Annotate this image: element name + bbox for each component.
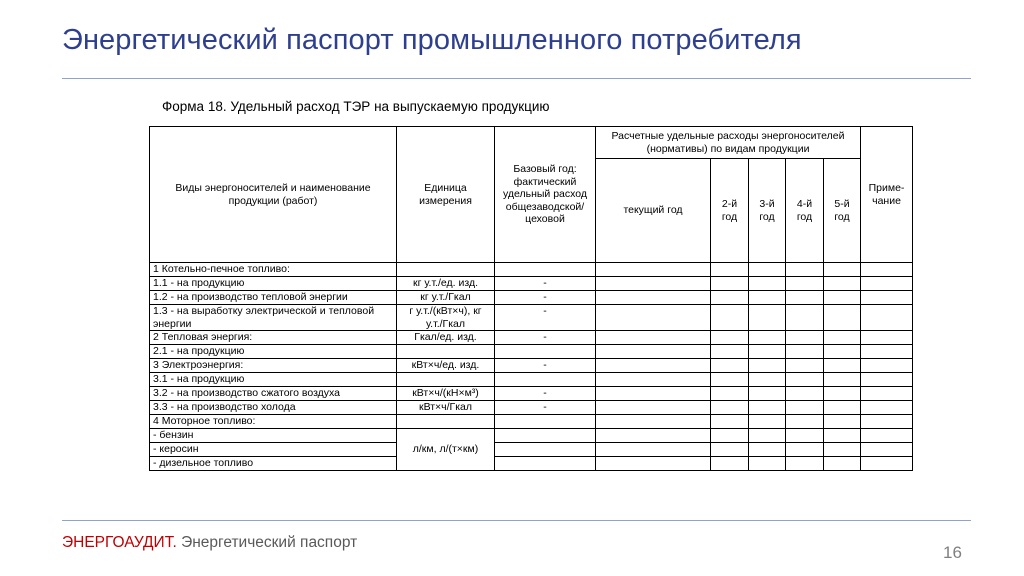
slide-title: Энергетический паспорт промышленного потребителя xyxy=(62,24,802,56)
row-norm-cell xyxy=(596,429,711,443)
row-norm-cell xyxy=(596,415,711,429)
row-unit-cell: кВт×ч/Гкал xyxy=(397,401,495,415)
header-base-year: Базовый год: фактический удельный расход общезаводской/ цеховой xyxy=(495,127,596,263)
row-norm-cell xyxy=(596,387,711,401)
motor-fuel-unit-cell: л/км, л/(т×км) xyxy=(397,429,495,471)
row-norm-cell xyxy=(824,331,861,345)
row-name-cell: 1.3 - на выработку электрической и тепловой энергии xyxy=(150,305,397,331)
footer-caption: Энергетический паспорт xyxy=(181,534,358,551)
row-norm-cell xyxy=(711,291,749,305)
row-name-cell: 2.1 - на продукцию xyxy=(150,345,397,359)
row-note-cell xyxy=(861,305,913,331)
header-kinds: Виды энергоносителей и наименование продукции (работ) xyxy=(150,127,397,263)
row-norm-cell xyxy=(824,277,861,291)
row-norm-cell xyxy=(711,305,749,331)
row-norm-cell xyxy=(786,305,824,331)
row-name-cell: 1.1 - на продукцию xyxy=(150,277,397,291)
row-base-year-cell: - xyxy=(495,305,596,331)
row-base-year-cell xyxy=(495,415,596,429)
row-base-year-cell: - xyxy=(495,401,596,415)
row-base-year-cell: - xyxy=(495,331,596,345)
row-norm-cell xyxy=(711,429,749,443)
row-norm-cell xyxy=(749,387,786,401)
header-year-2: 2-й год xyxy=(711,159,749,263)
row-norm-cell xyxy=(786,415,824,429)
row-norm-cell xyxy=(711,443,749,457)
row-norm-cell xyxy=(749,429,786,443)
table-row xyxy=(150,277,913,291)
row-norm-cell xyxy=(786,291,824,305)
page-number: 16 xyxy=(943,543,962,562)
row-norm-cell xyxy=(824,345,861,359)
row-unit-cell: кВт×ч/(кН×м³) xyxy=(397,387,495,401)
row-base-year-cell: - xyxy=(495,277,596,291)
table-row xyxy=(150,457,913,471)
row-norm-cell xyxy=(824,415,861,429)
row-name-cell: - бензин xyxy=(150,429,397,443)
row-norm-cell xyxy=(711,277,749,291)
row-norm-cell xyxy=(711,263,749,277)
row-norm-cell xyxy=(749,373,786,387)
row-norm-cell xyxy=(786,443,824,457)
row-name-cell: - дизельное топливо xyxy=(150,457,397,471)
table-row xyxy=(150,359,913,373)
row-base-year-cell: - xyxy=(495,359,596,373)
footer-divider xyxy=(62,520,971,521)
header-calc-group: Расчетные удельные расходы энергоносителей (нормативы) по видам продукции xyxy=(596,127,861,159)
table-row xyxy=(150,415,913,429)
row-norm-cell xyxy=(711,401,749,415)
row-norm-cell xyxy=(824,401,861,415)
row-unit-cell: кг у.т./ед. изд. xyxy=(397,277,495,291)
row-note-cell xyxy=(861,415,913,429)
row-base-year-cell xyxy=(495,345,596,359)
table-row xyxy=(150,331,913,345)
header-unit: Единица измерения xyxy=(397,127,495,263)
row-norm-cell xyxy=(596,291,711,305)
row-norm-cell xyxy=(786,373,824,387)
row-base-year-cell xyxy=(495,263,596,277)
row-norm-cell xyxy=(749,263,786,277)
row-norm-cell xyxy=(749,305,786,331)
row-norm-cell xyxy=(786,263,824,277)
row-base-year-cell: - xyxy=(495,387,596,401)
row-name-cell: 3.2 - на производство сжатого воздуха xyxy=(150,387,397,401)
row-name-cell: 3 Электроэнергия: xyxy=(150,359,397,373)
row-norm-cell xyxy=(786,331,824,345)
row-norm-cell xyxy=(824,443,861,457)
row-norm-cell xyxy=(786,387,824,401)
row-name-cell: 4 Моторное топливо: xyxy=(150,415,397,429)
row-note-cell xyxy=(861,331,913,345)
row-norm-cell xyxy=(786,359,824,373)
row-unit-cell xyxy=(397,263,495,277)
row-note-cell xyxy=(861,429,913,443)
row-norm-cell xyxy=(596,305,711,331)
row-unit-cell: г у.т./(кВт×ч), кг у.т./Гкал xyxy=(397,305,495,331)
row-norm-cell xyxy=(711,359,749,373)
header-year-3: 3-й год xyxy=(749,159,786,263)
row-norm-cell xyxy=(749,415,786,429)
row-norm-cell xyxy=(749,291,786,305)
row-base-year-cell xyxy=(495,429,596,443)
row-norm-cell xyxy=(749,457,786,471)
row-norm-cell xyxy=(749,401,786,415)
footer-brand: ЭНЕРГОАУДИТ. xyxy=(62,534,177,551)
header-year-4: 4-й год xyxy=(786,159,824,263)
row-name-cell: 1.2 - на производство тепловой энергии xyxy=(150,291,397,305)
row-name-cell: 3.3 - на производство холода xyxy=(150,401,397,415)
row-name-cell: 1 Котельно-печное топливо: xyxy=(150,263,397,277)
row-note-cell xyxy=(861,373,913,387)
header-current-year: текущий год xyxy=(596,159,711,263)
row-norm-cell xyxy=(711,415,749,429)
table-row xyxy=(150,387,913,401)
row-base-year-cell xyxy=(495,373,596,387)
table-row xyxy=(150,345,913,359)
table-row xyxy=(150,305,913,331)
row-note-cell xyxy=(861,359,913,373)
row-note-cell xyxy=(861,401,913,415)
row-name-cell: 2 Тепловая энергия: xyxy=(150,331,397,345)
table-row xyxy=(150,401,913,415)
row-norm-cell xyxy=(786,401,824,415)
table-row xyxy=(150,263,913,277)
energy-consumption-table xyxy=(149,126,913,471)
row-norm-cell xyxy=(596,277,711,291)
row-norm-cell xyxy=(786,429,824,443)
row-norm-cell xyxy=(711,345,749,359)
row-norm-cell xyxy=(596,345,711,359)
table-row xyxy=(150,443,913,457)
row-norm-cell xyxy=(824,457,861,471)
row-note-cell xyxy=(861,387,913,401)
row-note-cell xyxy=(861,457,913,471)
row-unit-cell: Гкал/ед. изд. xyxy=(397,331,495,345)
table-row xyxy=(150,429,913,443)
row-base-year-cell xyxy=(495,443,596,457)
row-norm-cell xyxy=(596,359,711,373)
row-unit-cell xyxy=(397,345,495,359)
row-norm-cell xyxy=(824,291,861,305)
row-norm-cell xyxy=(824,373,861,387)
row-norm-cell xyxy=(596,263,711,277)
row-norm-cell xyxy=(711,387,749,401)
row-norm-cell xyxy=(786,345,824,359)
footer xyxy=(62,534,357,552)
title-divider xyxy=(62,78,971,79)
row-norm-cell xyxy=(749,345,786,359)
row-note-cell xyxy=(861,277,913,291)
row-norm-cell xyxy=(824,387,861,401)
row-norm-cell xyxy=(786,457,824,471)
row-norm-cell xyxy=(596,373,711,387)
row-note-cell xyxy=(861,345,913,359)
row-norm-cell xyxy=(596,457,711,471)
row-norm-cell xyxy=(824,359,861,373)
row-unit-cell: кВт×ч/ед. изд. xyxy=(397,359,495,373)
table-row xyxy=(150,291,913,305)
row-norm-cell xyxy=(596,443,711,457)
row-norm-cell xyxy=(786,277,824,291)
header-note: Приме-чание xyxy=(861,127,913,263)
row-norm-cell xyxy=(711,373,749,387)
form-caption: Форма 18. Удельный расход ТЭР на выпускаемую продукцию xyxy=(162,99,550,114)
row-note-cell xyxy=(861,443,913,457)
row-norm-cell xyxy=(596,331,711,345)
row-norm-cell xyxy=(711,331,749,345)
row-name-cell: - керосин xyxy=(150,443,397,457)
row-note-cell xyxy=(861,263,913,277)
row-norm-cell xyxy=(824,263,861,277)
row-norm-cell xyxy=(824,429,861,443)
row-norm-cell xyxy=(749,331,786,345)
row-unit-cell: кг у.т./Гкал xyxy=(397,291,495,305)
row-norm-cell xyxy=(749,277,786,291)
row-base-year-cell: - xyxy=(495,291,596,305)
row-name-cell: 3.1 - на продукцию xyxy=(150,373,397,387)
row-note-cell xyxy=(861,291,913,305)
row-norm-cell xyxy=(824,305,861,331)
row-norm-cell xyxy=(749,443,786,457)
row-unit-cell xyxy=(397,373,495,387)
row-base-year-cell xyxy=(495,457,596,471)
row-norm-cell xyxy=(749,359,786,373)
header-year-5: 5-й год xyxy=(824,159,861,263)
row-unit-cell xyxy=(397,415,495,429)
row-norm-cell xyxy=(711,457,749,471)
row-norm-cell xyxy=(596,401,711,415)
table-row xyxy=(150,373,913,387)
